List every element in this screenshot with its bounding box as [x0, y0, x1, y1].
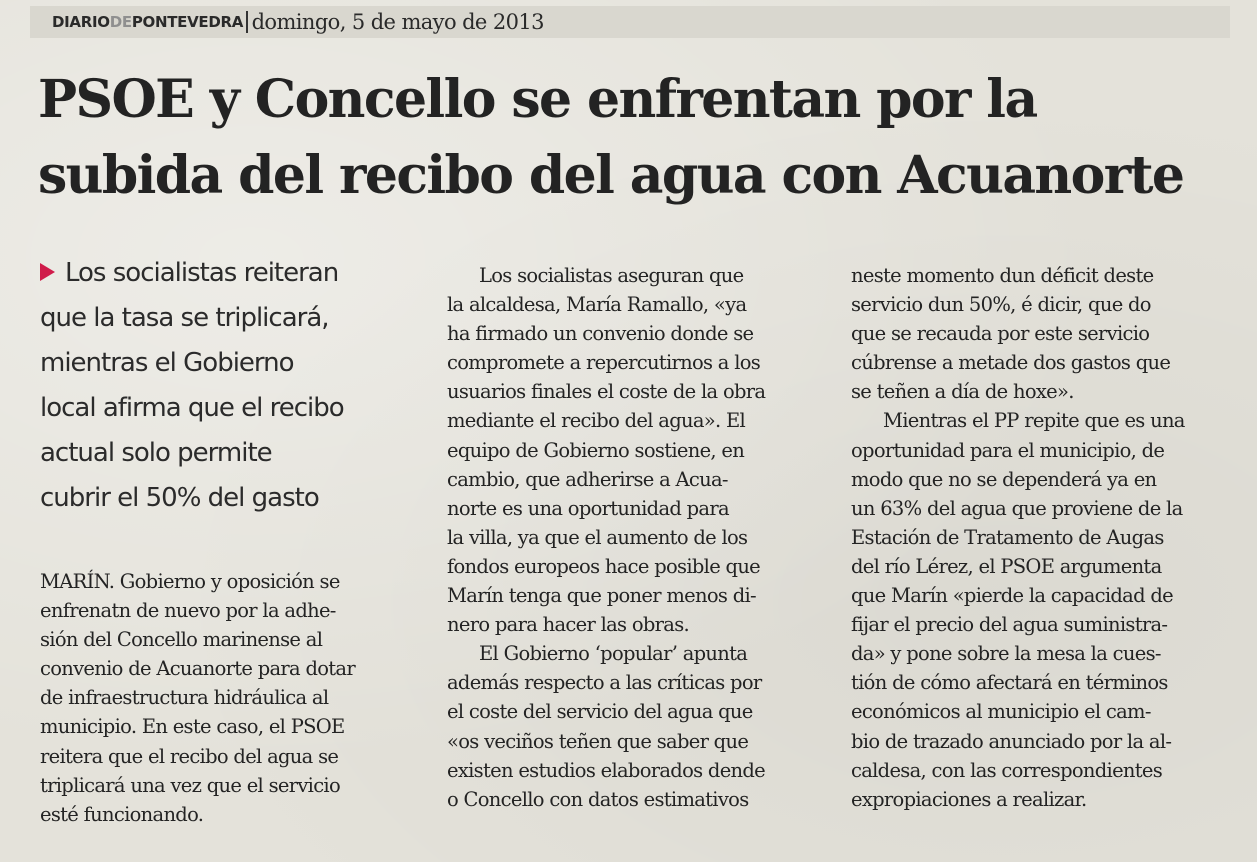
body-line: o Concello con datos estimativos [447, 787, 749, 811]
body-line: la villa, ya que el aumento de los [447, 525, 748, 549]
body-line: servicio dun 50%, é dicir, que do [851, 293, 1151, 317]
subtitle-kicker [40, 251, 410, 521]
masthead-separator [246, 11, 248, 33]
body-line: un 63% del agua que proviene de la [851, 496, 1183, 520]
masthead [30, 6, 1230, 38]
headline [38, 62, 1238, 214]
body-line: mediante el recibo del agua». El [447, 409, 746, 433]
body-line: modo que no se dependerá ya en [851, 467, 1157, 491]
brand-part-3: PONTEVEDRA [131, 13, 244, 31]
body-column-3 [851, 261, 1226, 814]
body-line: oportunidad para el municipio, de [851, 438, 1165, 462]
brand-part-2: DE [109, 13, 132, 31]
subtitle-line [40, 251, 410, 296]
subtitle-text: Los socialistas reiteran [65, 258, 339, 288]
subtitle-line: cubrir el 50% del gasto [40, 483, 319, 513]
body-line: fondos europeos hace posible que [447, 554, 761, 578]
body-line: tión de cómo afectará en términos [851, 671, 1168, 695]
body-line: sión del Concello marinense al [40, 628, 323, 652]
body-line: «os veciños teñen que saber que [447, 729, 749, 753]
body-line: municipio. En este caso, el PSOE [40, 715, 345, 739]
body-line: además respecto a las críticas por [447, 671, 762, 695]
body-line: Mientras el PP repite que es una [883, 409, 1185, 433]
body-line: de infraestructura hidráulica al [40, 686, 329, 710]
body-line: triplicará una vez que el servicio [40, 773, 340, 797]
body-line: caldesa, con las correspondientes [851, 758, 1163, 782]
body-line: del río Lérez, el PSOE argumenta [851, 554, 1162, 578]
subtitle-line: local afirma que el recibo [40, 393, 344, 423]
subtitle-line: que la tasa se triplicará, [40, 303, 329, 333]
body-line: esté funcionando. [40, 802, 204, 826]
body-line: que se recauda por este servicio [851, 322, 1150, 346]
body-line: nero para hacer las obras. [447, 613, 690, 637]
triangle-bullet-icon [40, 263, 55, 281]
body-line: expropiaciones a realizar. [851, 787, 1087, 811]
body-line: reitera que el recibo del agua se [40, 744, 339, 768]
body-line: cúbrense a metade dos gastos que [851, 351, 1171, 375]
body-line: enfrenatn de nuevo por la adhe- [40, 599, 336, 623]
body-line: ha firmado un convenio donde se [447, 322, 754, 346]
body-line: MARÍN. Gobierno y oposición se [40, 570, 340, 593]
body-line: Estación de Tratamento de Augas [851, 525, 1164, 549]
body-line: bio de trazado anunciado por la al- [851, 729, 1172, 753]
body-line: que Marín «pierde la capacidad de [851, 584, 1174, 608]
body-line: norte es una oportunidad para [447, 496, 729, 520]
body-line: cambio, que adherirse a Acua- [447, 467, 728, 491]
body-line: se teñen a día de hoxe». [851, 380, 1074, 404]
body-column-2 [447, 261, 817, 814]
publication-date: domingo, 5 de mayo de 2013 [251, 10, 544, 34]
body-line: da» y pone sobre la mesa la cues- [851, 642, 1161, 666]
body-line: neste momento dun déficit deste [851, 264, 1154, 287]
body-line: el coste del servicio del agua que [447, 700, 753, 724]
subtitle-line: mientras el Gobierno [40, 348, 294, 378]
headline-line-2: subida del recibo del agua con Acuanorte [38, 145, 1184, 206]
body-line: fijar el precio del agua suministra- [851, 613, 1168, 637]
brand-part-1: DIARIO [52, 13, 110, 31]
body-line: Marín tenga que poner menos di- [447, 584, 756, 608]
body-line: equipo de Gobierno sostiene, en [447, 438, 745, 462]
body-line: la alcaldesa, María Ramallo, «ya [447, 293, 747, 317]
body-line: convenio de Acuanorte para dotar [40, 657, 355, 681]
body-line: usuarios finales el coste de la obra [447, 380, 766, 404]
body-column-1 [40, 567, 410, 829]
newspaper-brand [52, 13, 243, 31]
body-line: Los socialistas aseguran que [479, 264, 744, 287]
subtitle-line: actual solo permite [40, 438, 272, 468]
body-line: El Gobierno ‘popular’ apunta [479, 642, 748, 666]
headline-line-1: PSOE y Concello se enfrentan por la [38, 69, 1037, 130]
body-line: compromete a repercutirnos a los [447, 351, 761, 375]
body-line: existen estudios elaborados dende [447, 758, 766, 782]
body-line: económicos al municipio el cam- [851, 700, 1151, 724]
